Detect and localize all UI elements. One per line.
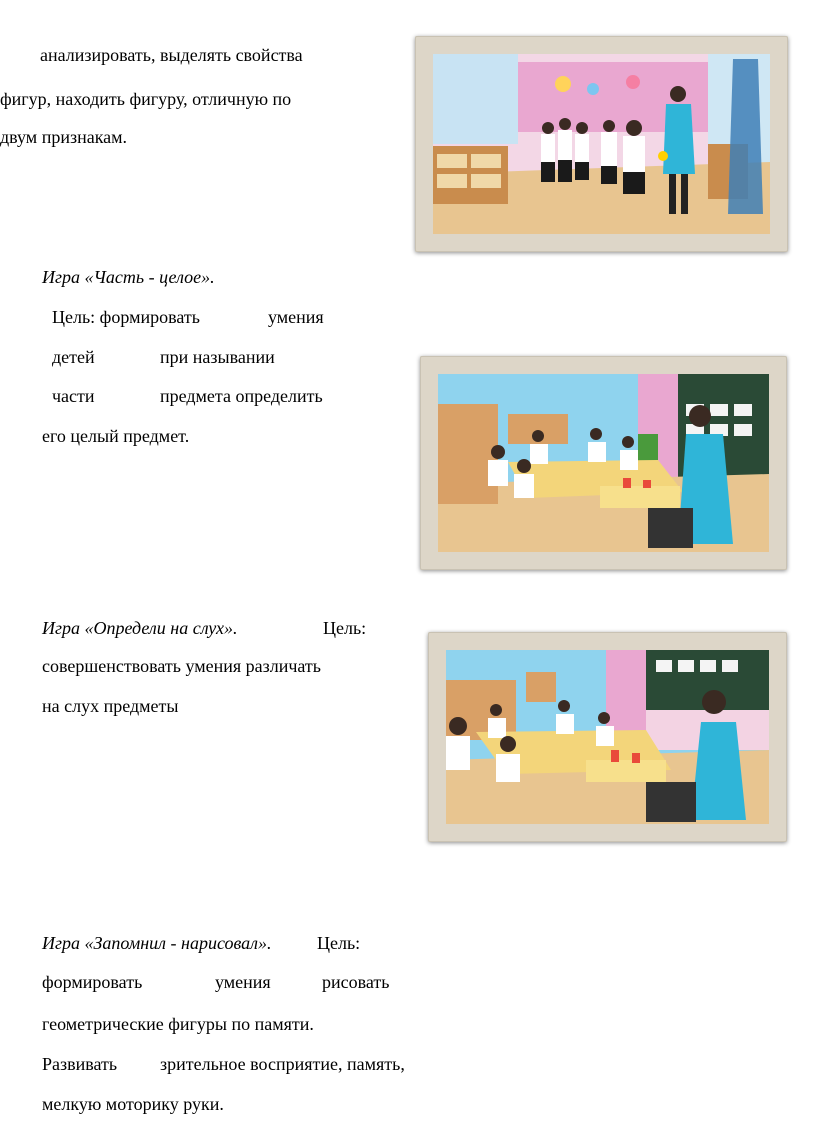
photo-children-game-3 [446,650,769,824]
text-line: фигур, находить фигуру, отличную по [0,89,292,109]
text-line: Цель: формировать [52,307,200,327]
text-line: его целый предмет. [42,426,190,446]
text-line: умения [268,307,324,327]
game-title: Игра «Запомнил - нарисовал». [42,933,272,953]
text-line: анализировать, выделять свойства [40,45,303,65]
text-line: геометрические фигуры по памяти. [42,1014,314,1034]
text-line: Цель: [317,933,361,953]
text-line: предмета определить [160,386,323,406]
text-line: рисовать [322,972,390,992]
text-line: части [52,386,95,406]
text-line: мелкую моторику руки. [42,1094,224,1114]
photo-frame [415,36,788,252]
text-line: детей [52,347,95,367]
game-title: Игра «Часть - целое». [42,267,215,287]
text-line: Цель: [323,618,367,638]
text-line: Развивать [42,1054,118,1074]
game-title: Игра «Определи на слух». [42,618,238,638]
text-line: формировать [42,972,143,992]
text-line: при назывании [160,347,275,367]
photo-children-game-1 [433,54,770,234]
photo-children-game-2 [438,374,769,552]
text-line: зрительное восприятие, память, [160,1054,405,1074]
text-line: совершенствовать умения различать [42,656,321,676]
photo-frame [428,632,787,842]
text-line: на слух предметы [42,696,179,716]
photo-frame [420,356,787,570]
text-line: умения [215,972,271,992]
text-line: двум признакам. [0,127,128,147]
